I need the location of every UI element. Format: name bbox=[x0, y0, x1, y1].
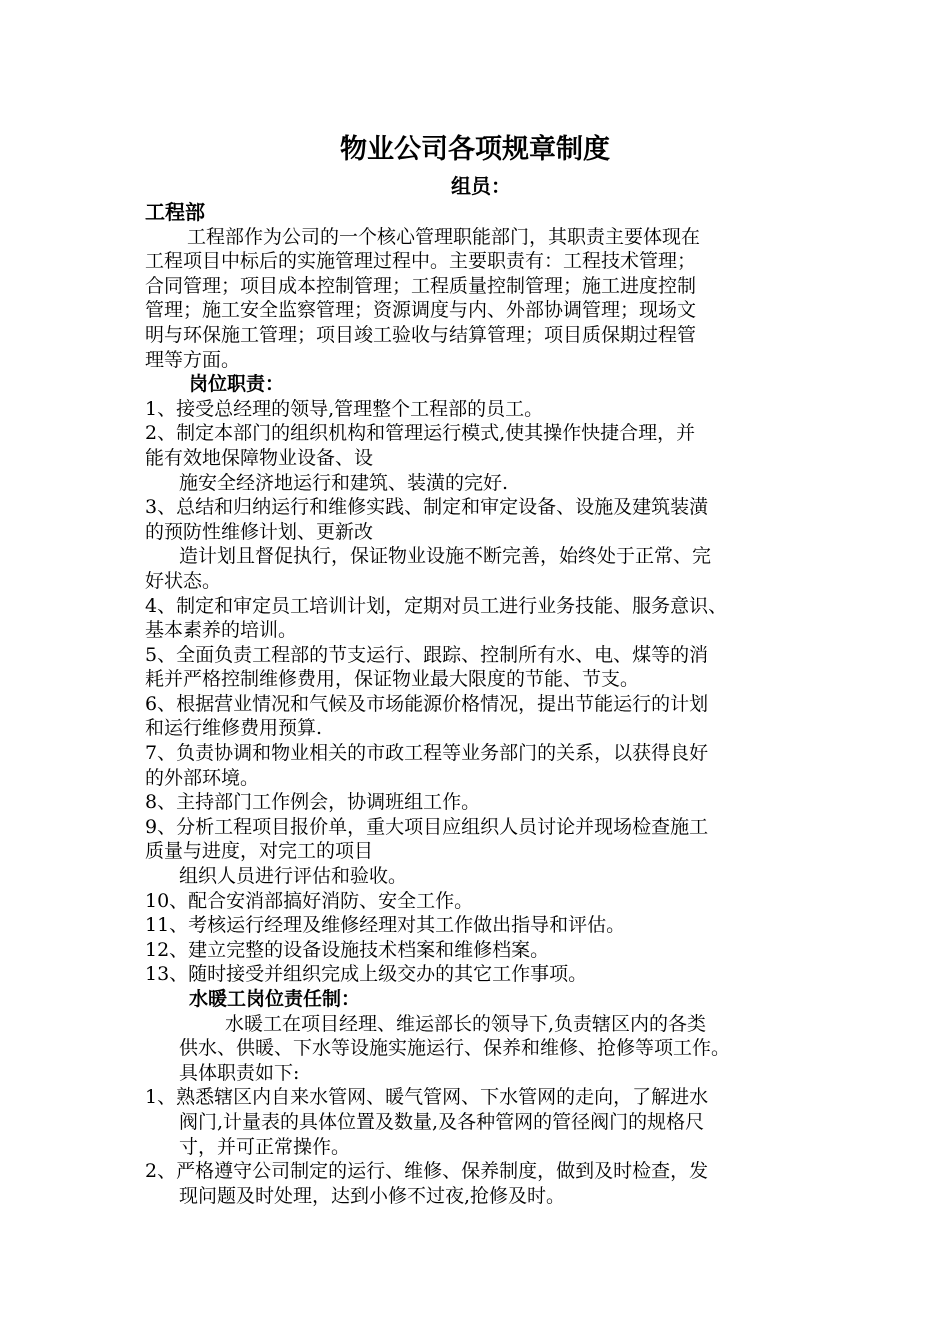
list-line: 2、严格遵守公司制定的运行、维修、保养制度，做到及时检查，发 bbox=[145, 1160, 709, 1183]
list-line: 11、考核运行经理及维修经理对其工作做出指导和评估。 bbox=[145, 914, 626, 937]
list-line: 12、建立完整的设备设施技术档案和维修档案。 bbox=[145, 938, 550, 961]
list-line: 的外部环境。 bbox=[145, 766, 260, 789]
list-line: 3、总结和归纳运行和维修实践、制定和审定设备、设施及建筑装潢 bbox=[145, 496, 709, 519]
list-line: 耗并严格控制维修费用，保证物业最大限度的节能、节支。 bbox=[145, 668, 640, 691]
document-body bbox=[145, 200, 835, 1208]
list-line: 10、配合安消部搞好消防、安全工作。 bbox=[145, 889, 474, 912]
list-line: 供水、供暖、下水等设施实施运行、保养和维修、抢修等项工作。 bbox=[179, 1037, 731, 1060]
list-line: 好状态。 bbox=[145, 569, 222, 592]
list-line: 造计划且督促执行，保证物业设施不断完善，始终处于正常、完 bbox=[179, 545, 712, 568]
paragraph-line: 理等方面。 bbox=[145, 348, 241, 371]
list-line: 寸，并可正常操作。 bbox=[179, 1135, 351, 1158]
list-line: 8、主持部门工作例会，协调班组工作。 bbox=[145, 791, 481, 814]
list-line: 和运行维修费用预算. bbox=[145, 717, 323, 740]
paragraph-line: 工程部作为公司的一个核心管理职能部门，其职责主要体现在 bbox=[187, 225, 701, 248]
list-line: 水暖工在项目经理、维运部长的领导下,负责辖区内的各类 bbox=[225, 1012, 707, 1035]
list-line: 2、制定本部门的组织机构和管理运行模式,使其操作快捷合理，并 bbox=[145, 422, 696, 445]
list-line: 具体职责如下: bbox=[179, 1061, 300, 1084]
list-line: 组织人员进行评估和验收。 bbox=[179, 865, 408, 888]
plumber-heading: 水暖工岗位责任制： bbox=[189, 988, 361, 1010]
list-line: 1、接受总经理的领导,管理整个工程部的员工。 bbox=[145, 397, 544, 420]
list-line: 9、分析工程项目报价单，重大项目应组织人员讨论并现场检查施工 bbox=[145, 815, 709, 838]
list-line: 7、负责协调和物业相关的市政工程等业务部门的关系，以获得良好 bbox=[145, 742, 709, 765]
document-subtitle: 组员： bbox=[451, 174, 511, 198]
list-line: 阀门,计量表的具体位置及数量,及各种管网的管径阀门的规格尺 bbox=[179, 1110, 705, 1133]
list-line: 质量与进度，对完工的项目 bbox=[145, 840, 374, 863]
paragraph-line: 明与环保施工管理；项目竣工验收与结算管理；项目质保期过程管 bbox=[145, 323, 697, 346]
duties-heading: 岗位职责： bbox=[189, 373, 285, 396]
list-line: 6、根据营业情况和气候及市场能源价格情况，提出节能运行的计划 bbox=[145, 692, 709, 715]
list-line: 现问题及时处理，达到小修不过夜,抢修及时。 bbox=[179, 1184, 566, 1207]
list-line: 13、随时接受并组织完成上级交办的其它工作事项。 bbox=[145, 963, 588, 986]
paragraph-line: 工程项目中标后的实施管理过程中。主要职责有：工程技术管理； bbox=[145, 250, 697, 273]
plumber-list bbox=[145, 1012, 835, 1209]
list-line: 4、制定和审定员工培训计划，定期对员工进行业务技能、服务意识、 bbox=[145, 594, 728, 617]
intro-paragraph bbox=[145, 225, 835, 373]
list-line: 5、全面负责工程部的节支运行、跟踪、控制所有水、电、煤等的消 bbox=[145, 643, 709, 666]
document-title: 物业公司各项规章制度 bbox=[340, 134, 610, 165]
duties-list bbox=[145, 397, 835, 987]
list-line: 1、熟悉辖区内自来水管网、暖气管网、下水管网的走向，了解进水 bbox=[145, 1086, 709, 1109]
list-line: 施安全经济地运行和建筑、装潢的完好. bbox=[179, 471, 509, 494]
list-line: 能有效地保障物业设备、设 bbox=[145, 446, 374, 469]
section-heading: 工程部 bbox=[145, 200, 205, 224]
list-line: 基本素养的培训。 bbox=[145, 619, 298, 642]
list-line: 的预防性维修计划、更新改 bbox=[145, 520, 374, 543]
paragraph-line: 合同管理；项目成本控制管理；工程质量控制管理；施工进度控制 bbox=[145, 274, 697, 297]
paragraph-line: 管理；施工安全监察管理；资源调度与内、外部协调管理；现场文 bbox=[145, 299, 697, 322]
